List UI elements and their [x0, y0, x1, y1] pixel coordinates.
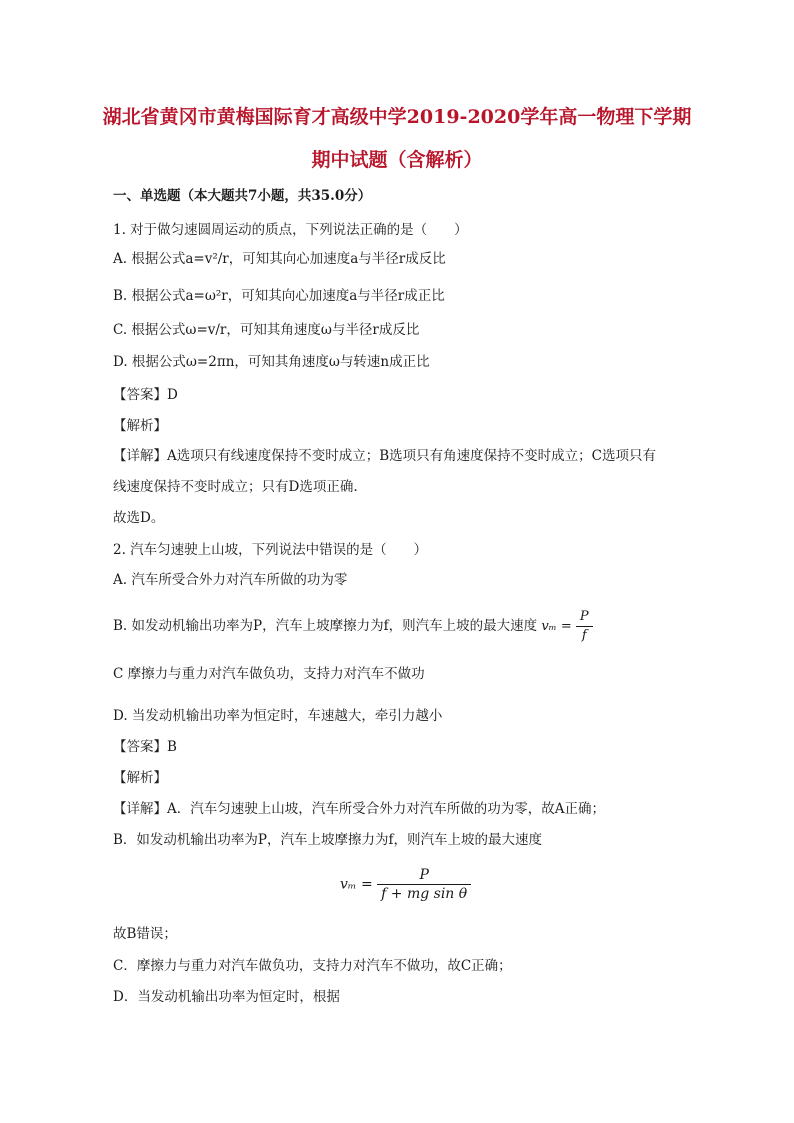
display-fraction [377, 866, 471, 903]
max-speed-inline-formula [541, 609, 592, 643]
document-title-line-2: 期中试题（含解析） [311, 149, 483, 171]
question-1-analysis-label: 【解析】 [113, 418, 167, 434]
question-2-option-a: A. 汽车所受合外力对汽车所做的功为零 [113, 572, 348, 588]
display-fraction-numerator: P [377, 866, 471, 885]
inline-fraction-denominator: f [581, 628, 587, 643]
question-2-analysis-label: 【解析】 [113, 770, 167, 786]
question-1-option-d: D. 根据公式ω=2πn，可知其角速度ω与转速n成正比 [113, 354, 430, 370]
question-1-conclusion: 故选D。 [113, 510, 165, 526]
question-2-detail-c: C．摩擦力与重力对汽车做负功，支持力对汽车不做功，故C正确； [113, 958, 512, 974]
question-2-detail-d: D．当发动机输出功率为恒定时，根据 [113, 989, 340, 1005]
question-1-answer: 【答案】D [113, 387, 178, 403]
question-1-option-a: A. 根据公式a=v²/r，可知其向心加速度a与半径r成反比 [113, 251, 446, 267]
question-2-answer: 【答案】B [113, 739, 177, 755]
question-2-option-b [113, 606, 593, 647]
max-speed-display-formula [340, 866, 471, 903]
inline-formula-lhs: vₘ = [541, 619, 572, 634]
question-2-stem: 2. 汽车匀速驶上山坡，下列说法中错误的是（ ） [113, 542, 428, 558]
question-2-detail-b: B．如发动机输出功率为P，汽车上坡摩擦力为f，则汽车上坡的最大速度 [113, 832, 542, 848]
question-1-detail-line-2: 线速度保持不变时成立；只有D选项正确. [113, 479, 358, 495]
question-2-option-d: D. 当发动机输出功率为恒定时，车速越大，牵引力越小 [113, 708, 443, 724]
inline-fraction [576, 608, 593, 645]
question-2-option-c: C 摩擦力与重力对汽车做负功，支持力对汽车不做功 [113, 666, 425, 682]
question-2-b-conclusion: 故B错误； [113, 926, 177, 942]
display-fraction-denominator: f + mg sin θ [381, 886, 468, 902]
section-heading: 一、单选题（本大题共7小题，共35.0分） [113, 188, 372, 204]
question-2-detail-a: 【详解】A．汽车匀速驶上山坡，汽车所受合外力对汽车所做的功为零，故A正确； [113, 801, 605, 817]
question-2-option-b-text: B. 如发动机输出功率为P，汽车上坡摩擦力为f，则汽车上坡的最大速度 [113, 618, 538, 634]
question-1-option-c: C. 根据公式ω=v/r，可知其角速度ω与半径r成反比 [113, 322, 420, 338]
question-1-option-b: B. 根据公式a=ω²r，可知其向心加速度a与半径r成正比 [113, 288, 445, 304]
question-1-detail-line-1: 【详解】A选项只有线速度保持不变时成立；B选项只有角速度保持不变时成立；C选项只有 [113, 448, 656, 464]
document-title-line-1: 湖北省黄冈市黄梅国际育才高级中学2019-2020学年高一物理下学期 [102, 106, 692, 128]
inline-fraction-numerator: P [576, 608, 593, 627]
display-formula-lhs: vₘ = [340, 876, 373, 893]
question-1-stem: 1. 对于做匀速圆周运动的质点，下列说法正确的是（ ） [113, 222, 468, 238]
